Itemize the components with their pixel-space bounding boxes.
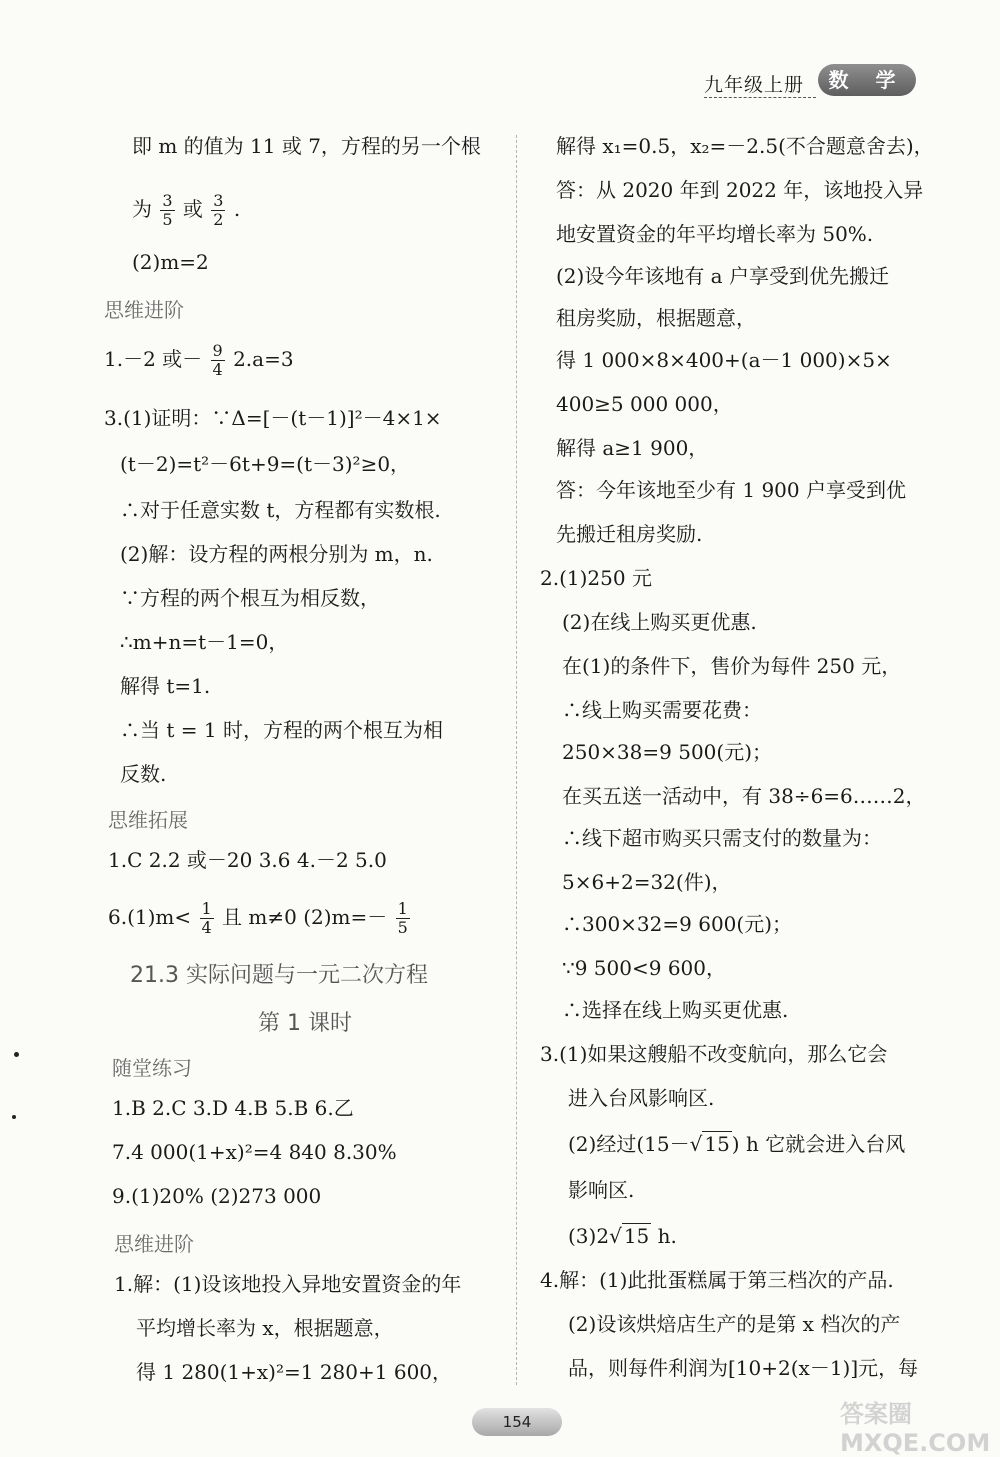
right-line: 3.(1)如果这艘船不改变航向，那么它会 [540,1042,888,1066]
right-line: (2)设该烘焙店生产的是第 x 档次的产 [568,1312,901,1336]
right-line: 答：从 2020 年到 2022 年，该地投入异 [556,178,924,202]
text: h. [651,1224,677,1248]
left-line: (2)m=2 [132,250,209,274]
text: 且 m≠0 (2)m=－ [222,905,388,929]
fraction [200,900,214,937]
right-line: 租房奖励，根据题意， [556,306,756,330]
right-line: 地安置资金的年平均增长率为 50%. [556,222,874,246]
right-line: 2.(1)250 元 [540,566,652,590]
right-line: 在(1)的条件下，售价为每件 250 元， [562,654,902,678]
left-line: ∴m+n=t－1=0， [120,630,289,654]
scan-speck [12,1115,16,1119]
fraction [211,342,225,379]
right-line: 品，则每件利润为[10+2(x－1)]元，每 [568,1356,919,1380]
denominator: 4 [212,360,223,379]
left-line: 得 1 280(1+x)²=1 280+1 600， [136,1360,453,1384]
left-line: 1.B 2.C 3.D 4.B 5.B 6.乙 [112,1096,354,1120]
left-line: 7.4 000(1+x)²=4 840 8.30% [112,1140,397,1164]
right-line: 250×38=9 500(元)； [562,740,772,764]
text: 1.－2 或－ [104,347,203,371]
left-line: 平均增长率为 x，根据题意， [136,1316,394,1340]
text: 或 [182,197,203,221]
right-line: 进入台风影响区. [568,1086,715,1110]
section-title: 21.3 实际问题与一元二次方程 [130,963,428,988]
right-line: ∴线上购买需要花费： [562,698,762,722]
watermark: 答案圈 MXQE.COM [840,1400,991,1457]
grade-label: 九年级上册 [704,74,805,96]
left-line: 解得 t=1. [120,674,211,698]
fraction [211,192,225,229]
text: 为 [132,197,152,221]
denominator: 5 [162,210,173,229]
column-divider [516,135,517,1385]
page-number: 154 [472,1408,562,1436]
sqrt-sign: √ [689,1132,703,1156]
text: 2.a=3 [233,347,294,371]
right-line: 解得 x₁=0.5，x₂=－2.5(不合题意舍去)， [556,134,934,158]
numerator: 9 [212,341,223,360]
right-line: (2)在线上购买更优惠. [562,610,757,634]
right-line-sqrt [568,1222,677,1250]
right-line: ∴选择在线上购买更优惠. [562,998,789,1022]
right-line: ∵9 500<9 600， [562,956,726,980]
text: 6.(1)m< [108,905,192,929]
numerator: 1 [397,899,408,918]
right-line: 得 1 000×8×400+(a－1 000)×5× [556,348,892,372]
right-line: 先搬迁租房奖励. [556,522,703,546]
right-line: 400≥5 000 000， [556,392,733,416]
left-line: 即 m 的值为 11 或 7，方程的另一个根 [132,134,481,158]
left-line: 1.C 2.2 或－20 3.6 4.－2 5.0 [108,848,387,872]
denominator: 4 [201,918,212,937]
radicand: 15 [704,1132,730,1156]
right-line: ∴300×32=9 600(元)； [562,912,792,936]
left-line-fraction [104,342,294,379]
lesson-title: 第 1 课时 [258,1011,352,1036]
right-line-sqrt [568,1130,905,1158]
right-line: ∴线下超市购买只需支付的数量为： [562,826,882,850]
right-line: (2)设今年该地有 a 户享受到优先搬迁 [556,264,889,288]
text: (2)经过(15－ [568,1132,690,1156]
section-heading: 思维进阶 [114,1232,194,1256]
left-line: (2)解：设方程的两根分别为 m，n. [120,542,433,566]
left-line: 3.(1)证明：∵Δ=[－(t－1)]²－4×1× [104,406,442,430]
right-line: 5×6+2=32(件)， [562,870,732,894]
numerator: 1 [201,899,212,918]
fraction [396,900,410,937]
subject-badge: 数 学 [818,64,916,96]
section-heading: 随堂练习 [112,1056,192,1080]
radicand: 15 [623,1224,650,1248]
left-line: ∵方程的两个根互为相反数， [120,586,380,610]
fraction [160,192,174,229]
left-line: ∴对于任意实数 t，方程都有实数根. [120,498,441,522]
right-line: 4.解：(1)此批蛋糕属于第三档次的产品. [540,1268,894,1292]
right-line: 在买五送一活动中，有 38÷6=6……2， [562,784,926,808]
text: ) h 它就会进入台风 [731,1132,906,1156]
section-heading: 思维拓展 [108,808,188,832]
text: (3)2 [568,1224,610,1248]
section-heading: 思维进阶 [104,298,184,322]
numerator: 3 [162,191,173,210]
left-line-fractions [132,192,240,229]
sqrt-sign: √ [609,1224,622,1248]
right-line: 解得 a≥1 900， [556,436,709,460]
left-line: 1.解：(1)设该地投入异地安置资金的年 [114,1272,462,1296]
right-line: 答：今年该地至少有 1 900 户享受到优 [556,478,906,502]
denominator: 2 [213,210,224,229]
text: . [233,197,241,221]
left-line: (t－2)=t²－6t+9=(t－3)²≥0， [120,452,411,476]
left-line: 9.(1)20% (2)273 000 [112,1184,322,1208]
left-line: ∴当 t = 1 时，方程的两个根互为相 [120,718,443,742]
numerator: 3 [213,191,224,210]
left-line-fractions [108,900,412,937]
header-rule [704,97,816,98]
scan-speck [14,1052,19,1057]
right-line: 影响区. [568,1178,635,1202]
denominator: 5 [397,918,408,937]
left-line: 反数. [120,762,167,786]
